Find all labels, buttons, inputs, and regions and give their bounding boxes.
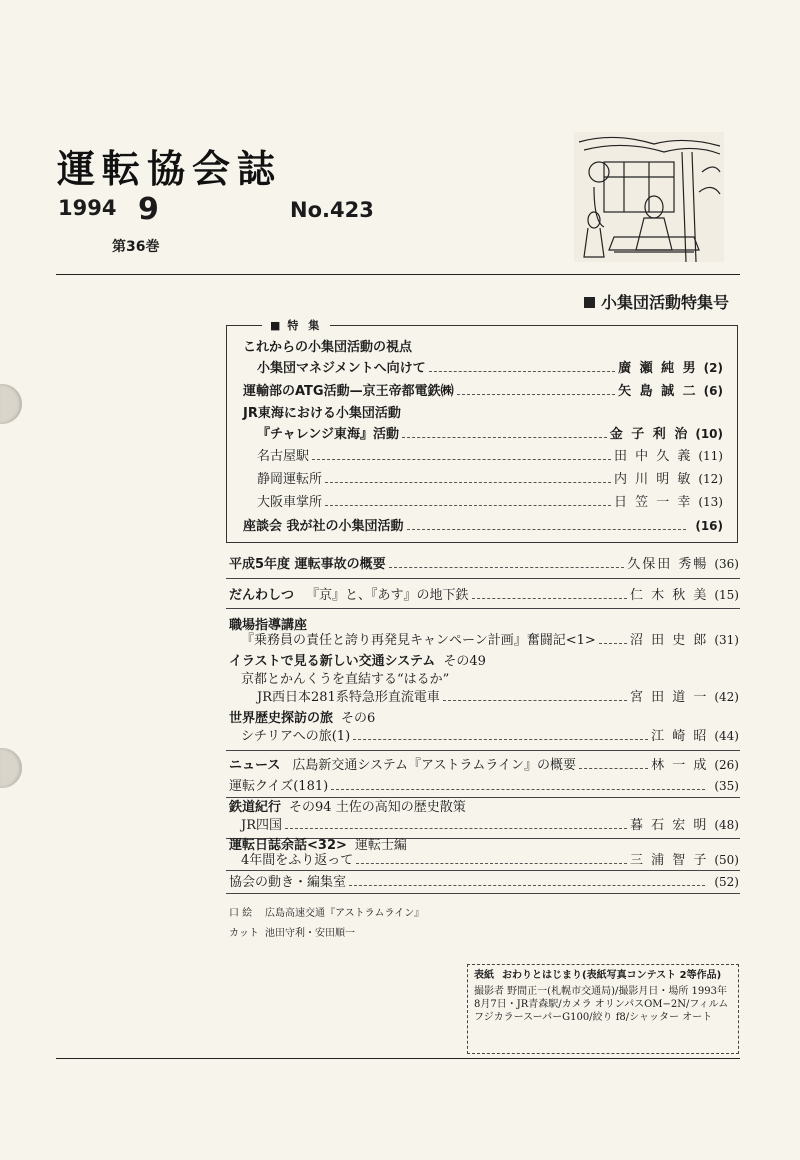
toc-item (241, 632, 739, 649)
feature-item-title: 名古屋駅 (257, 449, 310, 464)
toc-page: (35) (714, 779, 739, 793)
cover-info-box (467, 964, 739, 1054)
volume-number: 第36巻 (112, 239, 160, 255)
feature-item-title: 『チャレンジ東海』活動 (257, 427, 399, 442)
toc-title: イラストで見る新しい交通システム (229, 654, 436, 669)
toc-title: 世界歴史探訪の旅 (229, 711, 334, 726)
feature-item-page: (6) (703, 384, 723, 398)
feature-item-title: 運輸部のATG活動—京王帝都電鉄㈱ (243, 384, 454, 399)
toc-heading-row (229, 800, 739, 816)
credit-cut (229, 924, 355, 939)
feature-item (243, 340, 723, 356)
toc-item (241, 728, 739, 745)
toc-author: 沼 田 史 郎 (629, 633, 709, 648)
toc-author: 宮 田 道 一 (629, 690, 709, 705)
toc-page: (44) (714, 729, 739, 743)
feature-item (257, 426, 723, 443)
cover-info-label: 表紙 (474, 970, 494, 981)
feature-item-author: 金 子 利 治 (609, 427, 690, 442)
feature-item-page: (11) (698, 449, 723, 463)
credit-label: 口 絵 (229, 908, 253, 919)
feature-item (257, 494, 723, 511)
feature-box (226, 325, 738, 543)
toc-page: (48) (714, 818, 739, 832)
feature-item-author: 矢 島 誠 二 (618, 384, 698, 399)
toc-title: だんわしつ (229, 588, 295, 603)
toc-item (257, 689, 739, 706)
credit-value: 池田守利・安田順一 (265, 928, 355, 939)
toc-title: シチリアへの旅(1) (241, 729, 351, 744)
special-issue-title: 小集団活動特集号 (584, 290, 729, 313)
toc-title: 平成5年度 運転事故の概要 (229, 557, 386, 572)
toc-subtitle: その94 土佐の高知の歴史散策 (289, 800, 466, 815)
toc-author: 三 浦 智 子 (629, 853, 709, 868)
cover-illustration (574, 132, 724, 262)
feature-item (243, 406, 723, 422)
cover-info-heading (474, 969, 732, 982)
toc-section-heading: 職場指導講座 (229, 618, 308, 633)
feature-item-page: (16) (695, 519, 723, 533)
feature-item-author: 廣 瀬 純 男 (618, 361, 698, 376)
divider (226, 750, 740, 751)
toc-title: 運転クイズ(181) (229, 779, 329, 794)
binder-hole-bottom (0, 748, 22, 788)
feature-item (257, 471, 723, 488)
toc-subtitle: 運転士編 (354, 838, 407, 853)
feature-item-page: (12) (698, 472, 723, 486)
divider (226, 578, 740, 579)
toc-title: 協会の動き・編集室 (229, 875, 347, 890)
toc-item (229, 556, 739, 573)
toc-subtitle: 広島新交通システム『アストラムライン』の概要 (292, 758, 577, 773)
credit-label: カット (229, 928, 259, 939)
feature-item-page: (2) (703, 361, 723, 375)
divider (226, 893, 740, 894)
toc-item (229, 587, 739, 604)
toc-item (241, 852, 739, 869)
feature-item-page: (13) (698, 495, 723, 509)
cover-info-title: おわりとはじまり(表紙写真コンテスト 2等作品) (502, 970, 722, 981)
divider (226, 870, 740, 871)
feature-item-author: 田 中 久 義 (613, 449, 693, 464)
top-rule (56, 274, 740, 275)
journal-title: 運転協会誌 (57, 147, 283, 191)
toc-heading-row (229, 711, 739, 727)
cover-info-body: 撮影者 野間正一(札幌市交通局)/撮影月日・場所 1993年8月7日・JR青森駅/カメラ オリンパスOM−2N/フィルム フジカラースーパーG100/絞り f8/シャッター オート (474, 986, 729, 1023)
toc-author: 仁 木 秋 美 (629, 588, 709, 603)
feature-item (257, 360, 723, 377)
divider (226, 797, 740, 798)
toc-heading-row (229, 654, 739, 670)
feature-item-author: 日 笠 一 幸 (613, 495, 693, 510)
toc-title: 京都とかんくうを直結する“はるか” (241, 672, 450, 687)
toc-item (241, 817, 739, 834)
feature-item-page: (10) (695, 427, 723, 441)
issue-month: 9 (138, 192, 159, 227)
toc-page: (52) (714, 875, 739, 889)
feature-item (257, 448, 723, 465)
feature-item-title: 小集団マネジメントへ向けて (257, 361, 426, 376)
feature-item (243, 518, 723, 535)
binder-hole-top (0, 384, 22, 424)
toc-title: ニュース (229, 758, 281, 773)
toc-subtitle: その6 (341, 711, 376, 726)
feature-label: ■ 特 集 (262, 317, 330, 333)
feature-item-title: JR東海における小集団活動 (243, 406, 401, 421)
feature-item-title: 座談会 我が社の小集団活動 (243, 519, 404, 534)
toc-title: JR西日本281系特急形直流電車 (257, 690, 440, 705)
feature-item-title: これからの小集団活動の視点 (243, 340, 413, 355)
toc-title: JR四国 (241, 818, 282, 833)
toc-page: (31) (714, 633, 739, 647)
toc-subtitle: その49 (443, 654, 486, 669)
credit-frontispiece (229, 904, 424, 919)
toc-subtitle: 『京』と、『あす』の地下鉄 (306, 588, 469, 603)
toc-title: 運転日誌余話<32> (229, 838, 347, 853)
toc-page: (36) (714, 557, 739, 571)
toc-title: 4年間をふり返って (241, 853, 354, 868)
feature-item-title: 静岡運転所 (257, 472, 323, 487)
toc-author: 久保田 秀暢 (627, 557, 709, 572)
feature-item (243, 383, 723, 400)
feature-item-title: 大阪車掌所 (257, 495, 323, 510)
toc-item (229, 757, 739, 774)
toc-page: (50) (714, 853, 739, 867)
toc-page: (15) (714, 588, 739, 602)
toc-item (241, 672, 739, 688)
toc-page: (42) (714, 690, 739, 704)
feature-item-author: 内 川 明 敏 (613, 472, 693, 487)
bottom-rule (56, 1058, 740, 1059)
credit-value: 広島高速交通『アストラムライン』 (265, 908, 425, 919)
issue-number: No.423 (290, 198, 374, 222)
toc-author: 暮 石 宏 明 (629, 818, 709, 833)
toc-title: 『乗務員の責任と誇り再発見キャンペーン計画』奮闘記<1> (241, 633, 596, 648)
toc-item (229, 874, 739, 891)
toc-author: 林 一 成 (651, 758, 709, 773)
toc-item (229, 778, 739, 795)
divider (226, 608, 740, 609)
issue-year: 1994 (58, 196, 117, 220)
toc-title: 鉄道紀行 (229, 800, 282, 815)
toc-author: 江 崎 昭 (651, 729, 709, 744)
toc-page: (26) (714, 758, 739, 772)
